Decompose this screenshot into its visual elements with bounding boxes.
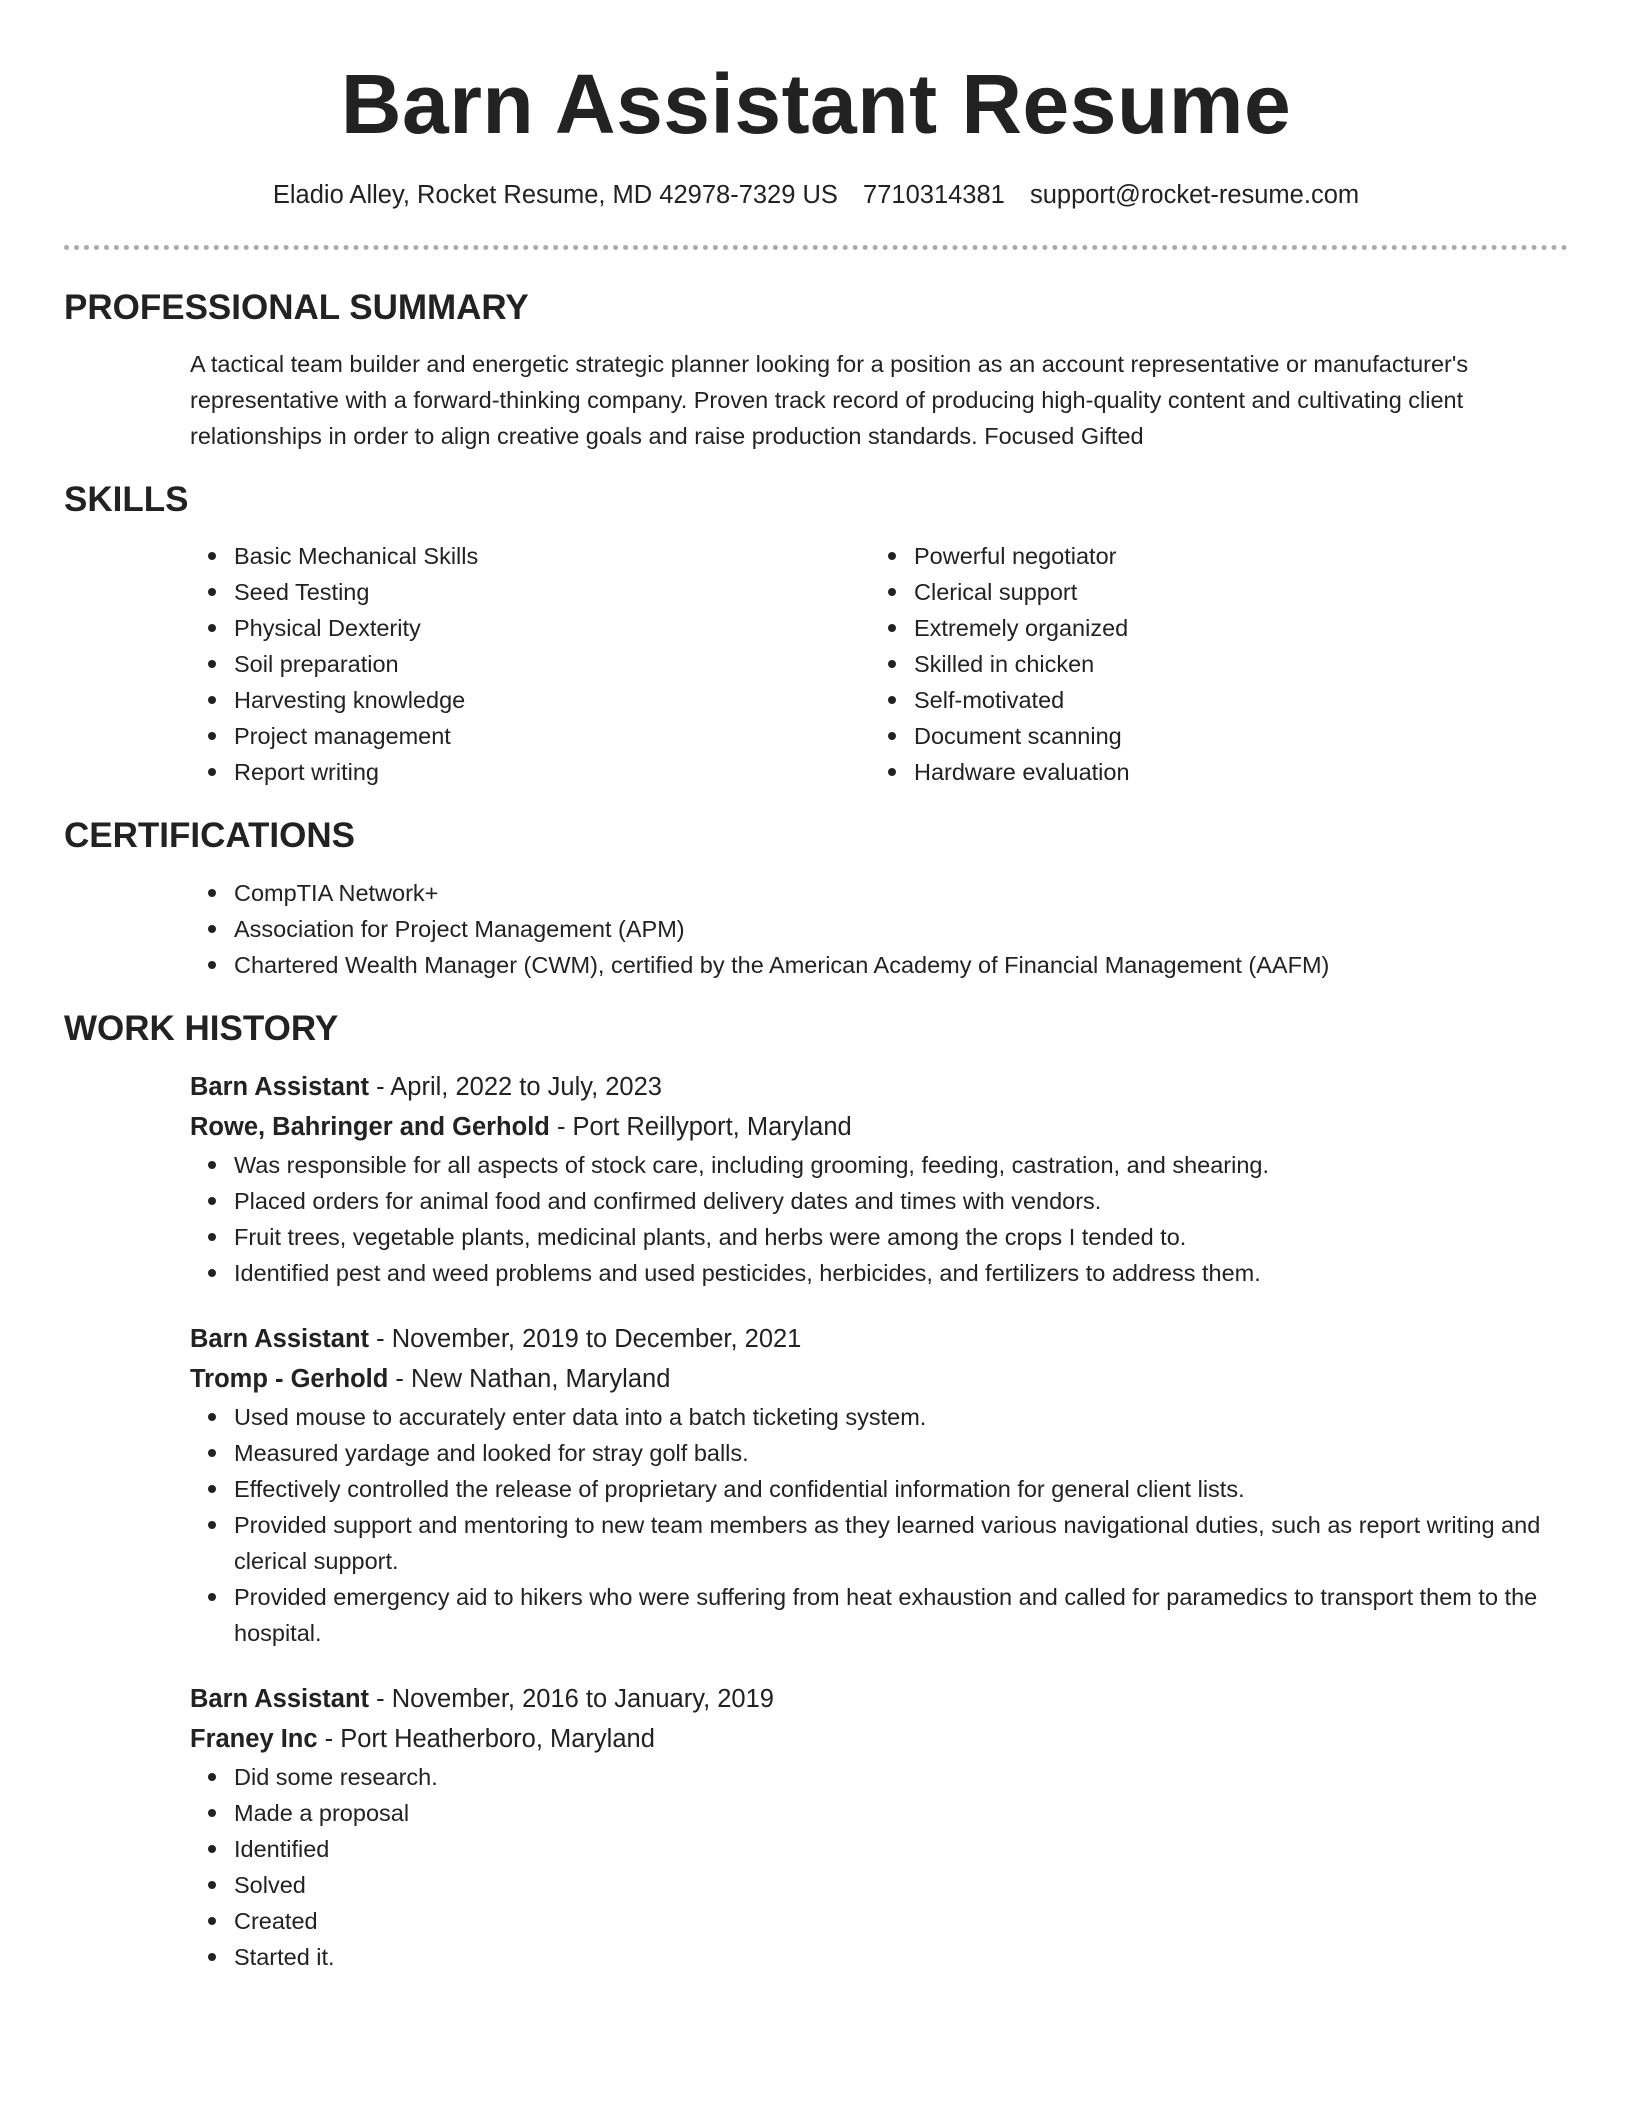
certification-item: CompTIA Network+: [190, 875, 1568, 911]
job-company: Franey Inc: [190, 1724, 318, 1753]
skill-item: Seed Testing: [190, 574, 870, 610]
skill-item: Document scanning: [870, 718, 1550, 754]
job-duty-item: Was responsible for all aspects of stock care, including grooming, feeding, castration, and shearing.: [190, 1147, 1568, 1183]
job-duty-item: Started it.: [190, 1939, 1568, 1975]
job-duty-item: Effectively controlled the release of proprietary and confidential information for general client lists.: [190, 1471, 1568, 1507]
job-duties-list: [190, 1399, 1568, 1651]
job-duty-item: Solved: [190, 1867, 1568, 1903]
job-duty-item: Provided support and mentoring to new team members as they learned various navigational duties, such as report writing and clerical support.: [190, 1507, 1568, 1579]
job-duty-item: Created: [190, 1903, 1568, 1939]
job-dates: - November, 2016 to January, 2019: [369, 1684, 774, 1713]
skill-item: Powerful negotiator: [870, 538, 1550, 574]
work-history-section: [64, 1009, 1568, 1975]
job-duties-list: [190, 1759, 1568, 1975]
job-entry: [190, 1067, 1568, 1291]
skill-item: Physical Dexterity: [190, 610, 870, 646]
job-location: - Port Reillyport, Maryland: [549, 1112, 852, 1141]
summary-text: A tactical team builder and energetic strategic planner looking for a position as an account representative or manufacturer's representative with a forward-thinking company. Proven track record of producing high-quality content and cultivating client relationships in order to align creative goals and raise production standards. Focused Gifted: [190, 351, 1469, 450]
job-duty-item: Made a proposal: [190, 1795, 1568, 1831]
skills-list-right: [870, 538, 1550, 790]
skill-item: Clerical support: [870, 574, 1550, 610]
address-text: Eladio Alley, Rocket Resume, MD 42978-7329 US: [272, 181, 838, 210]
skill-item: Soil preparation: [190, 646, 870, 682]
job-location: - New Nathan, Maryland: [388, 1364, 671, 1393]
email-text: support@rocket-resume.com: [1029, 181, 1360, 210]
job-company: Tromp - Gerhold: [190, 1364, 389, 1393]
work-history-heading: WORK HISTORY: [64, 1008, 339, 1048]
job-title-line: [190, 1319, 1568, 1359]
job-duty-item: Provided emergency aid to hikers who were suffering from heat exhaustion and called for paramedics to transport them to the hospital.: [190, 1579, 1568, 1651]
job-duty-item: Fruit trees, vegetable plants, medicinal plants, and herbs were among the crops I tended to.: [190, 1219, 1568, 1255]
page-title: Barn Assistant Resume: [340, 57, 1292, 151]
summary-heading: PROFESSIONAL SUMMARY: [64, 287, 529, 327]
skill-item: Project management: [190, 718, 870, 754]
job-title-line: [190, 1679, 1568, 1719]
job-duties-list: [190, 1147, 1568, 1291]
skill-item: Extremely organized: [870, 610, 1550, 646]
job-company: Rowe, Bahringer and Gerhold: [190, 1112, 550, 1141]
job-title: Barn Assistant: [190, 1684, 370, 1713]
job-company-line: [190, 1359, 1568, 1399]
header-divider: [64, 245, 1568, 250]
phone-text: 7710314381: [863, 181, 1005, 210]
job-duty-item: Did some research.: [190, 1759, 1568, 1795]
certification-item: Chartered Wealth Manager (CWM), certified by the American Academy of Financial Management (AAFM): [190, 947, 1568, 983]
resume-page: [64, 0, 1568, 1975]
job-location: - Port Heatherboro, Maryland: [317, 1724, 655, 1753]
job-company-line: [190, 1719, 1568, 1759]
job-duty-item: Used mouse to accurately enter data into a batch ticketing system.: [190, 1399, 1568, 1435]
skill-item: Skilled in chicken: [870, 646, 1550, 682]
job-title-line: [190, 1067, 1568, 1107]
job-dates: - April, 2022 to July, 2023: [369, 1072, 662, 1101]
skills-heading: SKILLS: [64, 480, 189, 520]
skills-section: [64, 480, 1568, 790]
certifications-list: [190, 875, 1568, 983]
job-duty-item: Placed orders for animal food and confirmed delivery dates and times with vendors.: [190, 1183, 1568, 1219]
job-duty-item: Identified: [190, 1831, 1568, 1867]
skill-item: Hardware evaluation: [870, 754, 1550, 790]
job-entry: [190, 1679, 1568, 1975]
skill-item: Self-motivated: [870, 682, 1550, 718]
job-company-line: [190, 1107, 1568, 1147]
summary-section: [64, 288, 1568, 454]
certification-item: Association for Project Management (APM): [190, 911, 1568, 947]
skill-item: Basic Mechanical Skills: [190, 538, 870, 574]
skill-item: Harvesting knowledge: [190, 682, 870, 718]
contact-info: [64, 180, 1568, 211]
job-duty-item: Identified pest and weed problems and used pesticides, herbicides, and fertilizers to address them.: [190, 1255, 1568, 1291]
job-duty-item: Measured yardage and looked for stray golf balls.: [190, 1435, 1568, 1471]
job-entry: [190, 1319, 1568, 1651]
job-title: Barn Assistant: [190, 1324, 370, 1353]
certifications-heading: CERTIFICATIONS: [64, 816, 356, 856]
skill-item: Report writing: [190, 754, 870, 790]
skills-list-left: [190, 538, 870, 790]
job-dates: - November, 2019 to December, 2021: [369, 1324, 802, 1353]
certifications-section: [64, 816, 1568, 982]
job-title: Barn Assistant: [190, 1072, 370, 1101]
